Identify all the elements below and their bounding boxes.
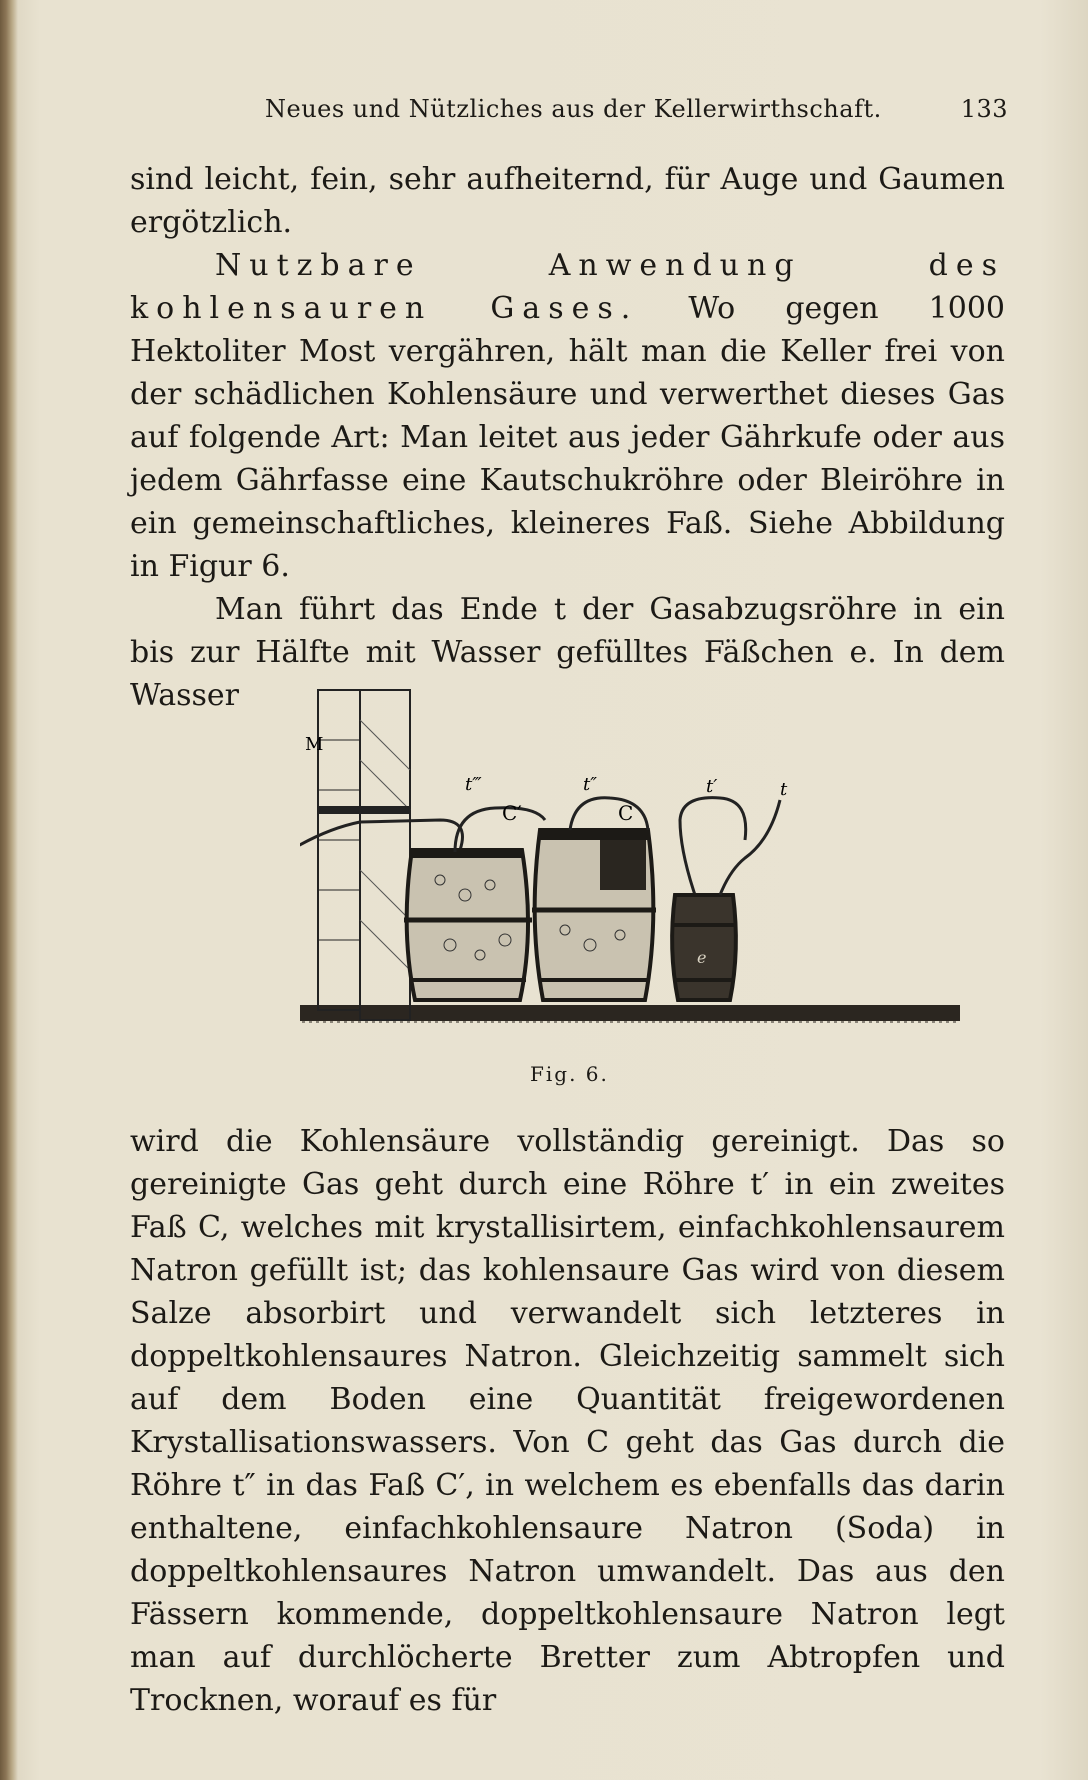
label-c: C [618, 801, 634, 825]
figure-caption: Fig. 6. [530, 1062, 609, 1086]
label-c-prime: C′ [502, 801, 522, 825]
paragraph-4: wird die Kohlensäure vollständig gereinigt. Das so gereinigte Gas geht durch eine Röhre t′ in ein zweites Faß C, welches mit krystallisirtem, einfachkohlensaurem Natron gefüllt ist; das kohlensaure Gas wird von diesem Salze absorbirt und verwandelt sich letzteres in doppeltkohlensaures Natron. Gleichzeitig sammelt sich auf dem Boden eine Quantität freigewordenen Krystallisationswassers. Von C geht das Gas durch die Röhre t″ in das Faß C′, in welchem es ebenfalls das darin enthaltene, einfachkohlensaure Natron (Soda) in doppeltkohlensaures Natron umwandelt. Das aus den Fässern kommende, doppeltkohlensaure Natron legt man auf durchlöcherte Bretter zum Abtropfen und Trocknen, worauf es für [130, 1124, 1005, 1718]
barrel-c-prime [404, 848, 532, 1000]
label-t3: t‴ [465, 774, 482, 795]
label-t: t [780, 779, 788, 800]
paragraph-1: sind leicht, fein, sehr aufheiternd, für Auge und Gaumen ergötzlich. [130, 162, 1005, 240]
label-t1: t′ [706, 776, 718, 797]
page-number: 133 [960, 95, 1008, 123]
label-e: e [697, 948, 707, 967]
paragraph-3: Man führt das Ende t der Gasabzugsröhre in ein bis zur Hälfte mit Wasser gefülltes Fäßchen e. In dem Wasser [130, 592, 1005, 713]
wall-m [318, 690, 410, 1020]
label-t2: t″ [583, 774, 597, 795]
running-title: Neues und Nützliches aus der Kellerwirthschaft. [265, 95, 882, 123]
section-heading: Nutzbare Anwendung des kohlensauren Gases. [130, 248, 1005, 326]
text-block-bottom [130, 1120, 1005, 1722]
figure-6-illustration [300, 680, 1020, 1080]
section-paragraph [130, 244, 1005, 588]
page-binding [0, 0, 18, 1780]
section-body: Wo gegen 1000 Hektoliter Most vergähren, hält man die Keller frei von der schädlichen Kohlensäure und verwerthet dieses Gas auf folgende Art: Man leitet aus jeder Gährkufe oder aus jedem Gährfasse eine Kautschukröhre oder Bleiröhre in ein gemeinschaftliches, kleineres Faß. Siehe Abbildung in Figur 6. [130, 291, 1005, 584]
running-header [130, 95, 1008, 129]
ground [300, 1005, 960, 1021]
text-block-top [130, 158, 1005, 717]
label-m: M [305, 734, 324, 755]
barrel-c [532, 828, 656, 1000]
